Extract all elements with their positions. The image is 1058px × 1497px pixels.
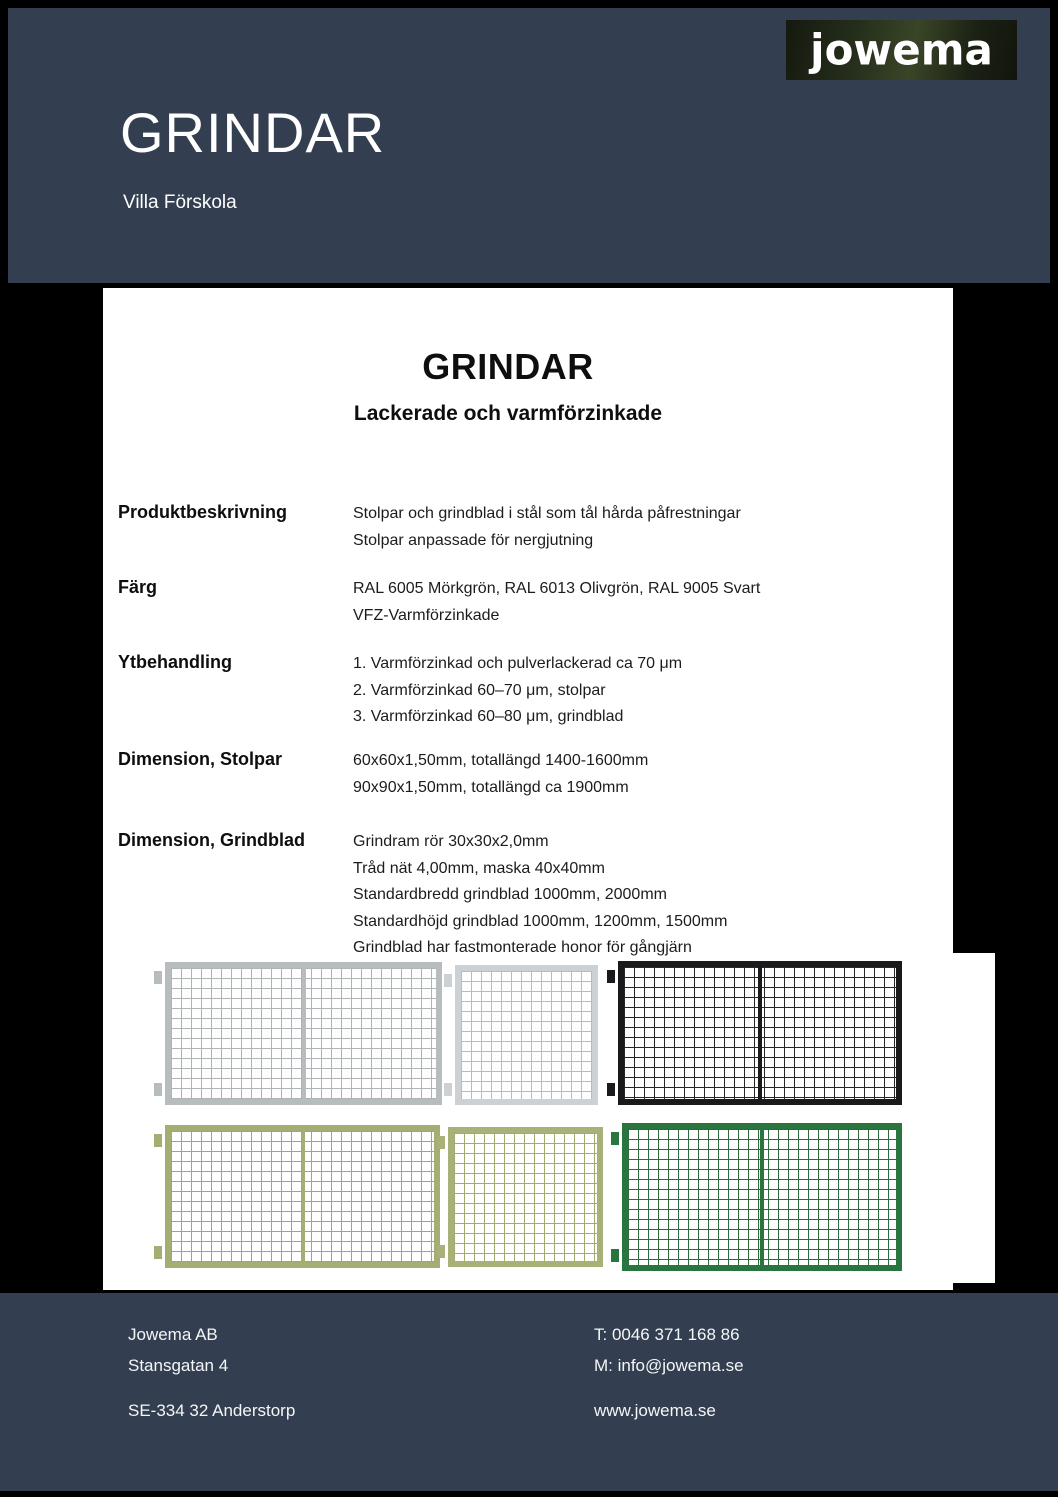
gate-hinge [607,1083,615,1096]
gate-hinge [154,1246,162,1259]
spec-line: Stolpar anpassade för nergjutning [353,531,594,549]
gate-image-galvanized-double [165,962,442,1105]
footer-banner [0,1293,1058,1491]
spec-values [353,501,940,554]
spec-row-dimension-stolpar [118,748,940,801]
spec-values [353,651,940,731]
spec-label: Dimension, Stolpar [118,749,283,769]
footer-company: Jowema AB [128,1325,218,1344]
footer-street: Stansgatan 4 [128,1356,229,1375]
gate-hinge [154,971,162,984]
paper-sheet [103,288,953,1290]
footer-email: M: info@jowema.se [594,1356,744,1375]
jowema-logo-text: jowema [810,24,993,75]
spec-line: Grindblad har fastmonterade honor för gångjärn [353,939,692,956]
spec-line: 1. Varmförzinkad och pulverlackerad ca 70 μm [353,655,683,672]
gate-center-post [301,1131,305,1262]
spec-line: Standardhöjd grindblad 1000mm, 1200mm, 1500mm [353,912,728,930]
paper-overflow-block [953,953,995,1283]
spec-line: Stolpar och grindblad i stål som tål hårda påfrestningar [353,505,741,522]
spec-values [353,576,940,629]
spec-line: 60x60x1,50mm, totallängd 1400-1600mm [353,752,649,769]
spec-row-ytbehandling [118,651,940,731]
gate-center-post [760,1129,764,1265]
document-title: GRINDAR [422,346,594,387]
spec-row-dimension-grindblad [118,829,940,962]
gate-hinge [607,970,615,983]
gate-hinge [611,1249,619,1262]
page-subtitle: Villa Förskola [123,192,237,213]
spec-line: Tråd nät 4,00mm, maska 40x40mm [353,859,605,877]
gate-hinge [154,1134,162,1147]
spec-line: Grindram rör 30x30x2,0mm [353,833,549,850]
spec-line: 90x90x1,50mm, totallängd ca 1900mm [353,778,629,796]
spec-label: Ytbehandling [118,652,232,672]
gate-image-green-double [622,1123,902,1271]
spec-line: 3. Varmförzinkad 60–80 μm, grindblad [353,708,624,725]
spec-row-farg [118,576,940,629]
gate-hinge [437,1136,445,1149]
spec-line: VFZ-Varmförzinkade [353,606,500,624]
gate-hinge [154,1083,162,1096]
spec-line: 2. Varmförzinkad 60–70 μm, stolpar [353,681,606,699]
footer-city: SE-334 32 Anderstorp [128,1401,296,1420]
gate-hinge [444,974,452,987]
gate-center-post [302,968,306,1099]
spec-row-produktbeskrivning [118,501,940,554]
document-subtitle: Lackerade och varmförzinkade [353,402,663,425]
spec-label: Dimension, Grindblad [118,830,306,850]
gate-image-black-double [618,961,902,1105]
spec-line: Standardbredd grindblad 1000mm, 2000mm [353,886,667,903]
gate-center-post [758,967,762,1099]
page-title: GRINDAR [120,101,386,164]
spec-line: RAL 6005 Mörkgrön, RAL 6013 Olivgrön, RAL 9005 Svart [353,580,761,597]
footer-address [128,1319,295,1426]
gate-hinge [444,1083,452,1096]
gate-image-olive-double [165,1125,440,1268]
gate-image-olive-single [448,1127,603,1267]
footer-phone: T: 0046 371 168 86 [594,1325,740,1344]
gate-hinge [437,1245,445,1258]
header-banner [8,8,1050,283]
footer-website: www.jowema.se [594,1401,716,1420]
spec-values [353,748,940,801]
spec-label: Färg [118,577,158,597]
gate-image-galvanized-single [455,965,598,1105]
gate-hinge [611,1132,619,1145]
spec-values [353,829,940,962]
footer-contact [594,1319,744,1426]
jowema-logo [786,20,1017,80]
spec-label: Produktbeskrivning [118,502,288,522]
